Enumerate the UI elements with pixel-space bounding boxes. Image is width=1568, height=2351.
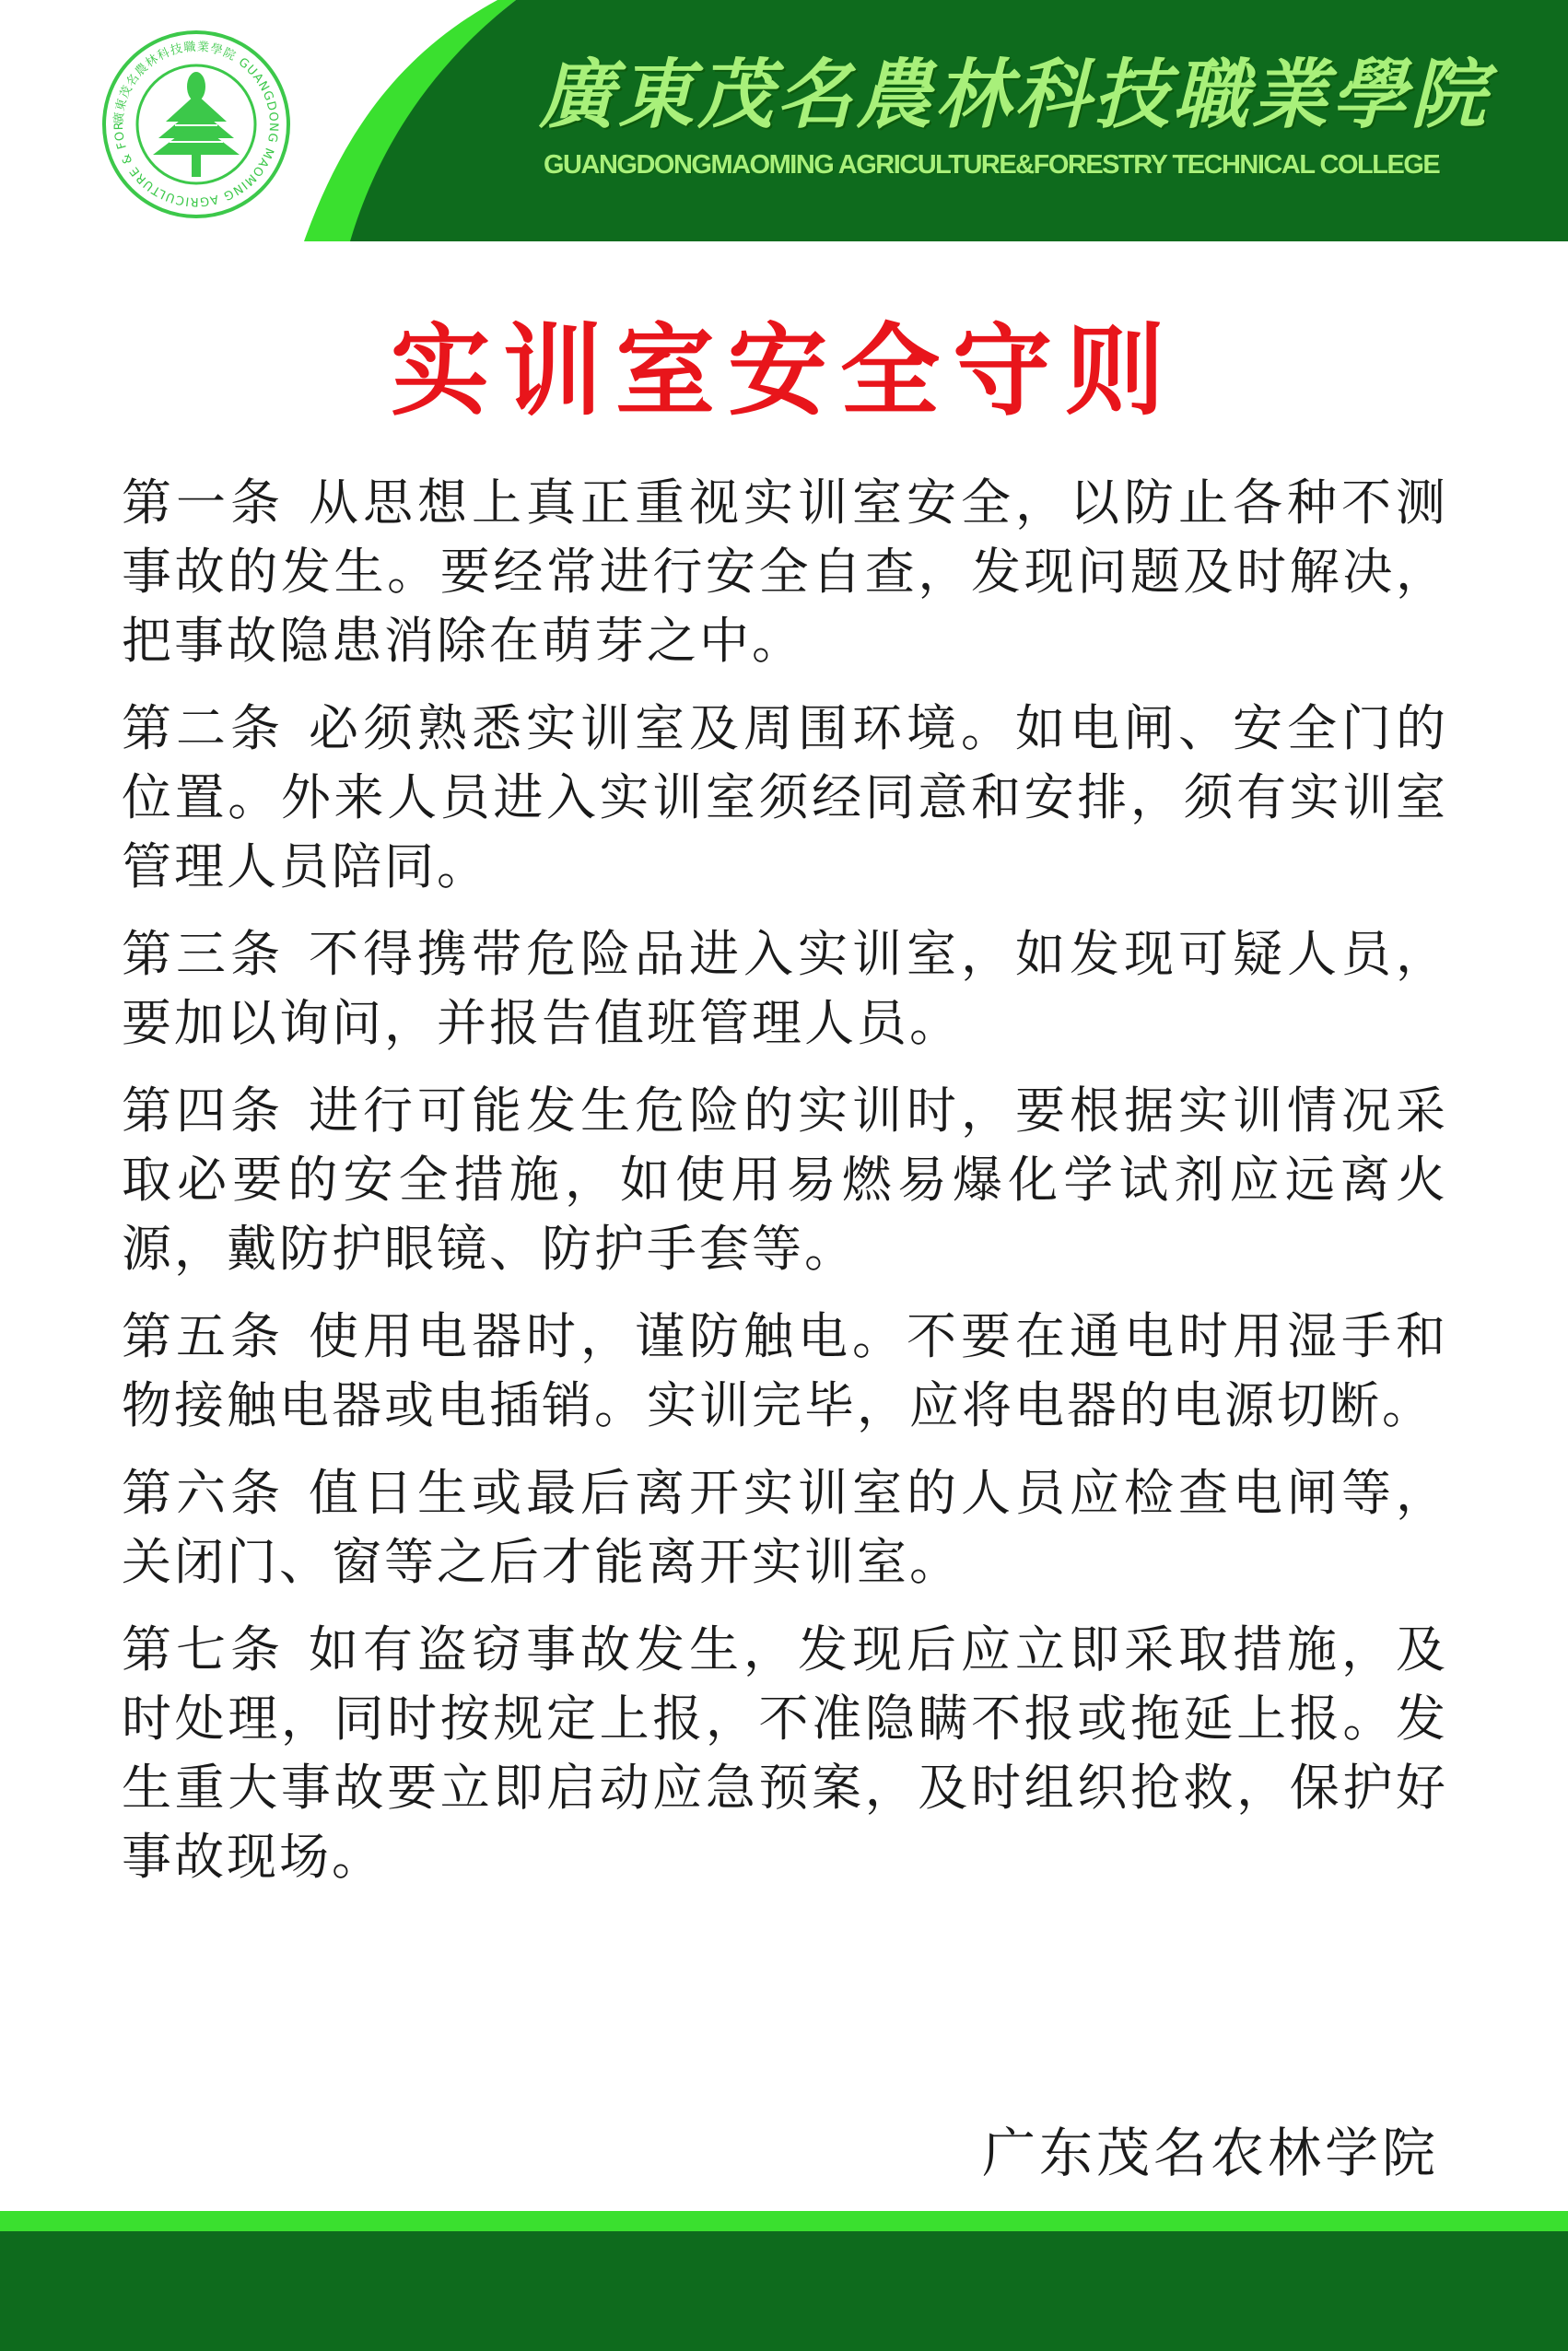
college-name-chinese: 廣東茂名農林科技職業學院 [539, 51, 1490, 139]
rule-number: 第五条 [122, 1307, 285, 1365]
rule-text: 不得携带危险品进入实训室，如发现可疑人员，要加以询问，并报告值班管理人员。 [122, 925, 1448, 1052]
rule-item [122, 468, 1448, 675]
header-banner [0, 0, 1568, 241]
rule-text: 从思想上真正重视实训室安全，以防止各种不测事故的发生。要经常进行安全自查，发现问题及时解决，把事故隐患消除在萌芽之中。 [122, 474, 1448, 670]
rule-text: 必须熟悉实训室及周围环境。如电闸、安全门的位置。外来人员进入实训室须经同意和安排，须有实训室管理人员陪同。 [122, 699, 1448, 895]
issuer-signature: 广东茂名农林学院 [981, 2122, 1439, 2184]
rule-text: 如有盗窃事故发生，发现后应立即采取措施，及时处理，同时按规定上报，不准隐瞒不报或拖延上报。发生重大事故要立即启动应急预案，及时组织抢救，保护好事故现场。 [122, 1620, 1448, 1886]
page-title: 实训室安全守则 [390, 314, 1177, 429]
rule-number: 第一条 [122, 474, 285, 532]
rule-number: 第四条 [122, 1082, 285, 1140]
rule-number: 第七条 [122, 1620, 285, 1678]
college-name-english: GUANGDONGMAOMING AGRICULTURE&FORESTRY TECHNICAL COLLEGE [544, 150, 1440, 180]
college-logo [101, 29, 291, 219]
rules-list [122, 468, 1448, 1910]
rule-item [122, 1615, 1448, 1891]
rule-number: 第三条 [122, 925, 285, 983]
rule-item [122, 694, 1448, 901]
rule-text: 进行可能发生危险的实训时，要根据实训情况采取必要的安全措施，如使用易燃易爆化学试剂应远离火源，戴防护眼镜、防护手套等。 [122, 1082, 1448, 1278]
svg-text:廣東茂名農林科技職業學院 GUANGDONG MAOMING: 廣東茂名農林科技職業學院 GUANGDONG MAOMING AGRICULTURE & FOR [111, 40, 281, 209]
rule-text: 值日生或最后离开实训室的人员应检查电闸等，关闭门、窗等之后才能离开实训室。 [122, 1464, 1448, 1591]
rule-item [122, 919, 1448, 1058]
footer-band-dark [0, 2231, 1568, 2351]
footer-stripe-light [0, 2211, 1568, 2231]
rule-number: 第二条 [122, 699, 285, 757]
rule-number: 第六条 [122, 1464, 285, 1522]
rule-item [122, 1076, 1448, 1283]
rule-item [122, 1458, 1448, 1597]
rule-text: 使用电器时，谨防触电。不要在通电时用湿手和物接触电器或电插销。实训完毕，应将电器的电源切断。 [122, 1307, 1448, 1434]
rule-item [122, 1302, 1448, 1440]
